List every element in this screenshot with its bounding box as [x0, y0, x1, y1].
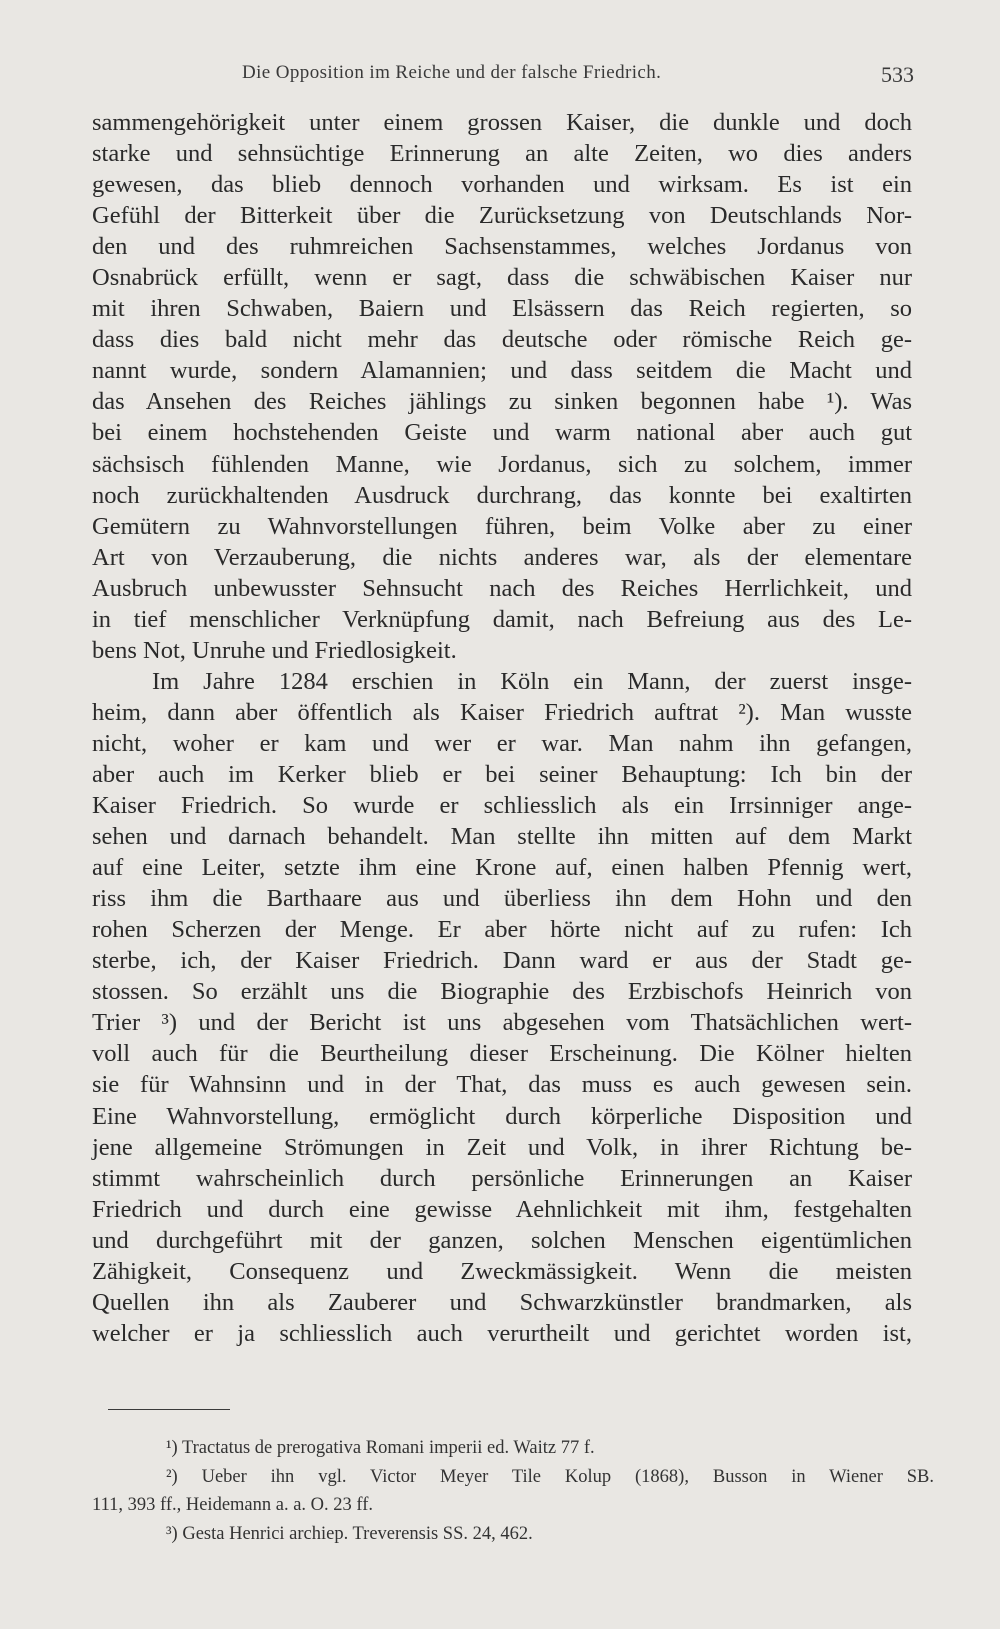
paragraph-start-line: Im Jahre 1284 erschien in Köln ein Mann, der zuerst insge-: [152, 667, 912, 695]
page-number: 533: [881, 62, 914, 87]
text-line: riss ihm die Barthaare aus und überliess ihn dem Hohn und den: [92, 885, 912, 913]
text-line: sammengehörigkeit unter einem grossen Kaiser, die dunkle und doch: [92, 109, 912, 136]
text-line: das Ansehen des Reiches jählings zu sinken begonnen habe ¹). Was: [92, 388, 912, 416]
text-line: mit ihren Schwaben, Baiern und Elsässern das Reich regierten, so: [92, 295, 912, 323]
text-line: stimmt wahrscheinlich durch persönliche Erinnerungen an Kaiser: [92, 1164, 912, 1192]
footnotes: [92, 1434, 934, 1548]
text-line: sehen und darnach behandelt. Man stellte ihn mitten auf dem Markt: [92, 823, 912, 851]
text-line: Eine Wahnvorstellung, ermöglicht durch körperliche Disposition und: [92, 1102, 912, 1130]
body-text: [92, 107, 912, 1349]
text-line: nicht, woher er kam und wer er war. Man nahm ihn gefangen,: [92, 729, 912, 757]
text-line: Friedrich und durch eine gewisse Aehnlichkeit mit ihm, festgehalten: [92, 1195, 912, 1223]
footnote-2: ²) Ueber ihn vgl. Victor Meyer Tile Kolup (1868), Busson in Wiener SB.: [166, 1466, 934, 1487]
text-line: Kaiser Friedrich. So wurde er schliesslich als ein Irrsinniger ange-: [92, 792, 912, 820]
text-line: aber auch im Kerker blieb er bei seiner Behauptung: Ich bin der: [92, 760, 912, 788]
text-line: und durchgeführt mit der ganzen, solchen Menschen eigentümlichen: [92, 1226, 912, 1254]
paragraph-end-line: bens Not, Unruhe und Friedlosigkeit.: [92, 636, 457, 664]
text-line: rohen Scherzen der Menge. Er aber hörte nicht auf zu rufen: Ich: [92, 916, 912, 944]
text-line: sächsisch fühlenden Manne, wie Jordanus, sich zu solchem, immer: [92, 450, 912, 478]
page-header: [92, 58, 912, 90]
text-line: auf eine Leiter, setzte ihm eine Krone auf, einen halben Pfennig wert,: [92, 854, 912, 882]
text-line: noch zurückhaltenden Ausdruck durchrang, das konnte bei exaltirten: [92, 481, 912, 509]
footnote-2-continuation: 111, 393 ff., Heidemann a. a. O. 23 ff.: [92, 1495, 374, 1515]
text-line: dass dies bald nicht mehr das deutsche oder römische Reich ge-: [92, 326, 912, 354]
text-line: Quellen ihn als Zauberer und Schwarzkünstler brandmarken, als: [92, 1288, 912, 1316]
text-line: Gemütern zu Wahnvorstellungen führen, beim Volke aber zu einer: [92, 512, 912, 540]
text-line: welcher er ja schliesslich auch verurtheilt und gerichtet worden ist,: [92, 1319, 912, 1347]
text-line: Zähigkeit, Consequenz und Zweckmässigkeit. Wenn die meisten: [92, 1257, 912, 1285]
text-line: heim, dann aber öffentlich als Kaiser Friedrich auftrat ²). Man wusste: [92, 698, 912, 726]
text-line: den und des ruhmreichen Sachsenstammes, welches Jordanus von: [92, 233, 912, 261]
text-line: Osnabrück erfüllt, wenn er sagt, dass die schwäbischen Kaiser nur: [92, 264, 912, 292]
footnote-3: ³) Gesta Henrici archiep. Treverensis SS. 24, 462.: [166, 1523, 533, 1544]
text-line: bei einem hochstehenden Geiste und warm national aber auch gut: [92, 419, 912, 447]
footnote-divider: [108, 1409, 230, 1410]
text-line: sterbe, ich, der Kaiser Friedrich. Dann ward er aus der Stadt ge-: [92, 947, 912, 975]
text-line: voll auch für die Beurtheilung dieser Erscheinung. Die Kölner hielten: [92, 1040, 912, 1068]
text-line: stossen. So erzählt uns die Biographie des Erzbischofs Heinrich von: [92, 978, 912, 1006]
text-line: jene allgemeine Strömungen in Zeit und Volk, in ihrer Richtung be-: [92, 1133, 912, 1161]
text-line: gewesen, das blieb dennoch vorhanden und wirksam. Es ist ein: [92, 171, 912, 199]
running-title: Die Opposition im Reiche und der falsche Friedrich.: [242, 62, 662, 83]
text-line: Gefühl der Bitterkeit über die Zurücksetzung von Deutschlands Nor-: [92, 202, 912, 230]
footnote-1: ¹) Tractatus de prerogativa Romani imperii ed. Waitz 77 f.: [166, 1438, 595, 1458]
text-line: Trier ³) und der Bericht ist uns abgesehen vom Thatsächlichen wert-: [92, 1009, 912, 1037]
text-line: nannt wurde, sondern Alamannien; und dass seitdem die Macht und: [92, 357, 912, 385]
text-line: starke und sehnsüchtige Erinnerung an alte Zeiten, wo dies anders: [92, 140, 912, 168]
text-line: Art von Verzauberung, die nichts anderes war, als der elementare: [92, 543, 912, 571]
text-line: in tief menschlicher Verknüpfung damit, nach Befreiung aus des Le-: [92, 605, 912, 633]
text-line: Ausbruch unbewusster Sehnsucht nach des Reiches Herrlichkeit, und: [92, 574, 912, 602]
text-line: sie für Wahnsinn und in der That, das muss es auch gewesen sein.: [92, 1071, 912, 1099]
